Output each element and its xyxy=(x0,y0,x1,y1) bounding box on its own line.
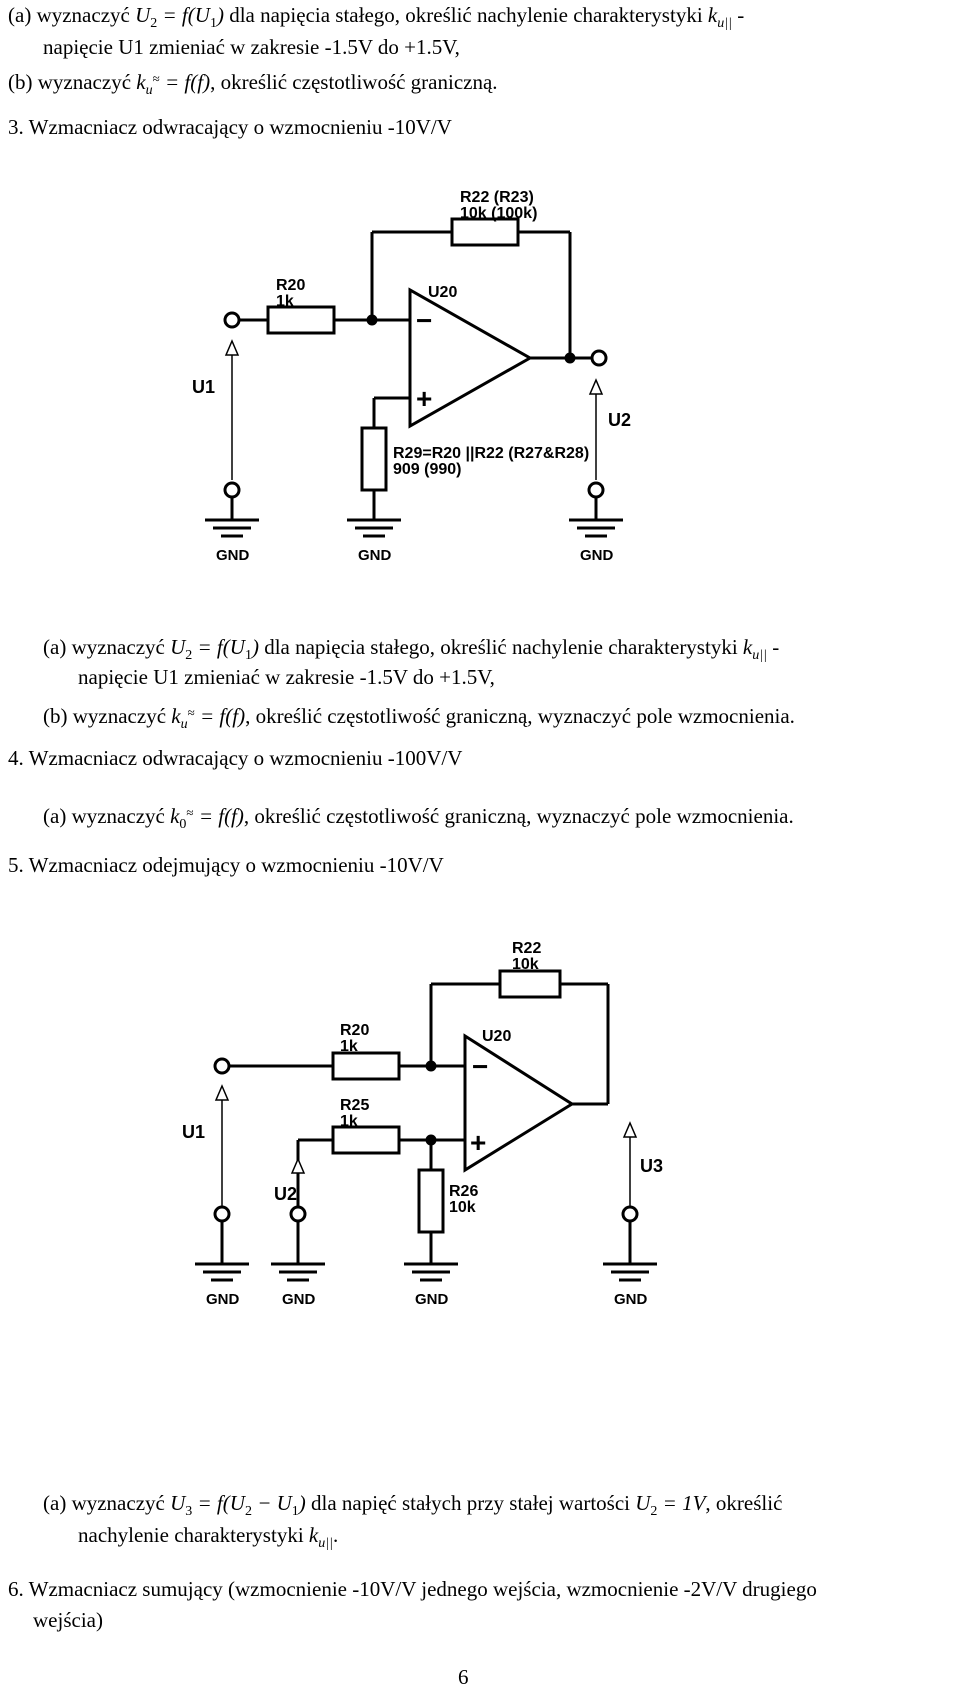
label-u20: U20 xyxy=(428,284,458,301)
label-gnd: GND xyxy=(282,1291,316,1308)
section-4-item-a: (a) wyznaczyć $k_0^\approx = f(f)$, określić częstotliwość graniczną, wyznaczyć pole wzmocnienia. xyxy=(43,804,794,832)
label-r29-name: R29=R20 ||R22 (R27&R28) xyxy=(393,445,590,462)
label-gnd: GND xyxy=(206,1291,240,1308)
top-item-a-line1: (a) wyznaczyć $U_2 = f(U_1)$ dla napięcia stałego, określić nachylenie charakterystyki $k_{u||}$ - xyxy=(8,3,745,31)
resistor-r20 xyxy=(333,1053,399,1079)
label-u1: U1 xyxy=(192,377,216,397)
section-3-item-a-line1: (a) wyznaczyć $U_2 = f(U_1)$ dla napięcia stałego, określić nachylenie charakterystyki $k_{u||}$ - xyxy=(43,635,780,663)
ground-icon xyxy=(404,1264,458,1280)
label-gnd: GND xyxy=(415,1291,449,1308)
opamp-minus-sign: − xyxy=(416,305,433,336)
ground-icon xyxy=(271,1264,325,1280)
page-number: 6 xyxy=(458,1665,469,1689)
section-5-item-a-line2: nachylenie charakterystyki $k_{u||}$. xyxy=(78,1523,339,1551)
top-item-a-line2: napięcie U1 zmieniać w zakresie -1.5V do +1.5V, xyxy=(43,35,460,59)
label-r22-name: R22 (R23) xyxy=(460,189,534,206)
label-r22-value: 10k (100k) xyxy=(460,205,538,222)
opamp-plus-sign: + xyxy=(470,1127,487,1158)
section-6-heading-line2: wejścia) xyxy=(33,1608,103,1632)
label-gnd: GND xyxy=(614,1291,648,1308)
section-4-heading: 4. Wzmacniacz odwracający o wzmocnieniu -100V/V xyxy=(8,746,463,770)
label-r22-name: R22 xyxy=(512,940,542,957)
section-6-heading-line1: 6. Wzmacniacz sumujący (wzmocnienie -10V/V jednego wejścia, wzmocnienie -2V/V drugiego xyxy=(8,1577,817,1601)
resistor-r25 xyxy=(333,1127,399,1153)
label-u1: U1 xyxy=(182,1122,206,1142)
label-r20-name: R20 xyxy=(276,277,306,294)
resistor-r22 xyxy=(500,971,560,997)
label-u2: U2 xyxy=(274,1184,298,1204)
top-item-b: (b) wyznaczyć $k_u^\approx = f(f)$, określić częstotliwość graniczną. xyxy=(8,70,498,98)
label-r20-value: 1k xyxy=(340,1038,358,1055)
label-r22-value: 10k xyxy=(512,956,539,973)
section-5-item-a-line1: (a) wyznaczyć $U_3 = f(U_2 - U_1)$ dla napięć stałych przy stałej wartości $U_2 = 1V$, określić xyxy=(43,1491,783,1519)
section-3-heading: 3. Wzmacniacz odwracający o wzmocnieniu -10V/V xyxy=(8,115,452,139)
label-gnd: GND xyxy=(216,547,250,564)
resistor-r26 xyxy=(419,1170,443,1232)
label-r29-value: 909 (990) xyxy=(393,461,462,478)
section-3-item-b: (b) wyznaczyć $k_u^\approx = f(f)$, określić częstotliwość graniczną, wyznaczyć pole wzmocnienia. xyxy=(43,704,795,732)
label-r20-value: 1k xyxy=(276,293,294,310)
section-5-heading: 5. Wzmacniacz odejmujący o wzmocnieniu -10V/V xyxy=(8,853,444,877)
label-u2: U2 xyxy=(608,410,632,430)
label-gnd: GND xyxy=(580,547,614,564)
input-terminal-u1 xyxy=(215,1059,229,1073)
label-gnd: GND xyxy=(358,547,392,564)
ground-icon xyxy=(195,1264,249,1280)
label-r26-name: R26 xyxy=(449,1183,479,1200)
opamp-minus-sign: − xyxy=(472,1051,489,1082)
label-u20: U20 xyxy=(482,1028,512,1045)
label-r25-value: 1k xyxy=(340,1113,358,1130)
label-r26-value: 10k xyxy=(449,1199,476,1216)
ground-icon xyxy=(603,1264,657,1280)
label-r20-name: R20 xyxy=(340,1022,370,1039)
label-u3: U3 xyxy=(640,1156,664,1176)
section-3-item-a-line2: napięcie U1 zmieniać w zakresie -1.5V do +1.5V, xyxy=(78,665,495,689)
opamp-plus-sign: + xyxy=(416,383,433,414)
label-r25-name: R25 xyxy=(340,1097,370,1114)
